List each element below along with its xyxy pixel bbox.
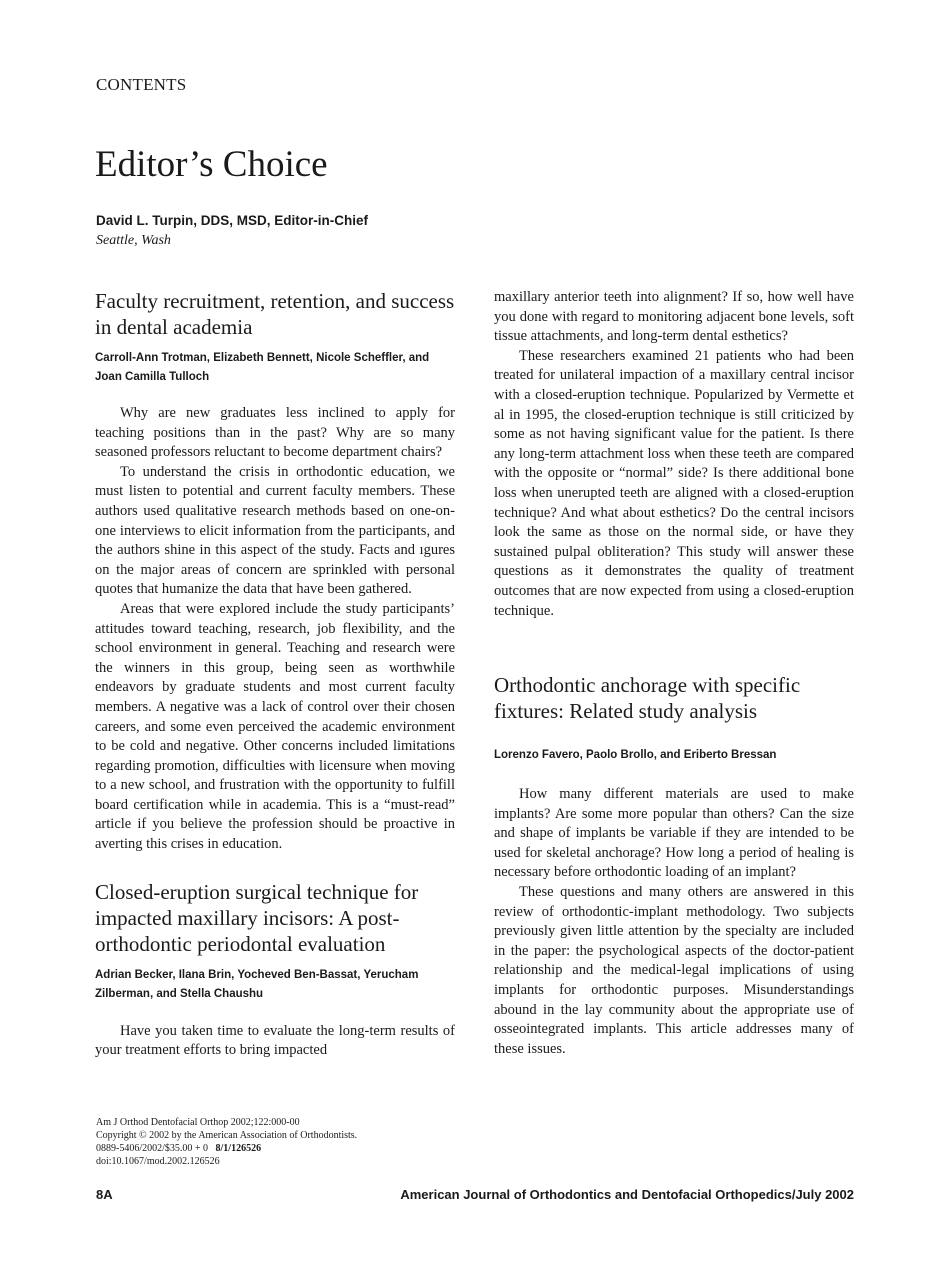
article-body (95, 1022, 455, 1061)
citation: Am J Orthod Dentofacial Orthop 2002;122:000-00 (96, 1117, 300, 1128)
article-authors: Carroll-Ann Trotman, Elizabeth Bennett, Nicole Scheffler, and Joan Camilla Tulloch (95, 352, 430, 383)
article-body-continued (494, 288, 854, 621)
paragraph: To understand the crisis in orthodontic education, we must listen to potential and current faculty members. These authors used qualitative research methods based on one-on-one interviews to elicit information from the participants, and the authors shine in this aspect of the study. Facts and ıgures on the major areas of concern are sprinkled with personal quotes that humanize the data that have been gathered. (95, 463, 455, 598)
copyright: Copyright © 2002 by the American Association of Orthodontists. (96, 1130, 358, 1141)
article-title: Orthodontic anchorage with specific fixtures: Related study analysis (494, 673, 801, 724)
article-title: Faculty recruitment, retention, and success in dental academia (95, 289, 455, 339)
paragraph: Areas that were explored include the study participants’ attitudes toward teaching, research, job flexibility, and the school environment in general. Teaching and research were the winners in this group, being seen as worthwhile endeavors by graduate students and most current faculty members. A negative was a lack of control over their chosen careers, and some even perceived the academic environment to be cold and negative. Other concerns included limitations regarding promotion, difficulties with licensure when moving to a new school, and frustration with the opportunity to fulfill board certification while in academia. This is a “must-read” article if you believe the profession should be proactive in averting this crises in education. (95, 600, 455, 853)
issn: 0889-5406/2002/$35.00 + 0 (96, 1143, 209, 1154)
paragraph: maxillary anterior teeth into alignment? If so, how well have you done with regard to monitoring adjacent bone levels, soft tissue attachments, and long-term dental esthetics? (494, 289, 854, 345)
article-body (494, 785, 854, 1059)
paragraph: Why are new graduates less inclined to apply for teaching positions than in the past? Why are so many seasoned professors reluctant to become department chairs? (95, 405, 455, 461)
editor-location: Seattle, Wash (96, 233, 171, 248)
paragraph: Have you taken time to evaluate the long-term results of your treatment efforts to bring impacted (95, 1022, 455, 1059)
paragraph: How many different materials are used to make implants? Are some more popular than others? Can the size and shape of implants be variable if they are intended to be used for skeletal anchorage? How long a period of healing is necessary before orthodontic loading of an implant? (494, 786, 854, 881)
journal-footer: American Journal of Orthodontics and Dentofacial Orthopedics/July 2002 (400, 1187, 854, 1202)
section-label: CONTENTS (96, 75, 187, 94)
article-authors: Adrian Becker, Ilana Brin, Yocheved Ben-Bassat, Yerucham Zilberman, and Stella Chaushu (95, 968, 419, 1000)
paragraph: These questions and many others are answered in this review of orthodontic-implant methodology. Two subjects previously given little attention by the specialty are included in the paper: the psychological aspects of the doctor-patient relationship and the medical-legal implications of using implants for orthodontic purposes. Misunderstandings abound in the lay community about the appropriate use of osseointegrated implants. This article addresses many of these issues. (494, 884, 854, 1057)
page-title: Editor’s Choice (95, 144, 328, 185)
doi: doi:10.1067/mod.2002.126526 (96, 1156, 220, 1167)
editor-byline: David L. Turpin, DDS, MSD, Editor-in-Chief (96, 213, 368, 228)
footnote (96, 1116, 357, 1168)
left-column (95, 288, 455, 1061)
page-number: 8A (96, 1187, 113, 1202)
article-code: 8/1/126526 (215, 1143, 262, 1154)
issn-line (96, 1142, 357, 1155)
paragraph: These researchers examined 21 patients who had been treated for unilateral impaction of a maxillary central incisor with a closed-eruption technique. Popularized by Vermette et al in 1995, the closed-eruption technique is still criticized by some as not having significant value for the patient. Is there any long-term attachment loss when these teeth are compared with the opposite or “normal” side? Is there additional bone loss when unerupted teeth are aligned with a closed-eruption technique? And what about esthetics? Do the central incisors look the same as those on the normal side, or have they sustained pulpal obliteration? This study will answer these questions as it demonstrates the quality of treatment outcomes that are now expected from using a closed-eruption technique. (494, 347, 854, 619)
right-column (494, 288, 854, 1059)
article-authors: Lorenzo Favero, Paolo Brollo, and Eriberto Bressan (494, 749, 777, 762)
article-body (95, 404, 455, 855)
article-title: Closed-eruption surgical technique for impacted maxillary incisors: A post-orthodontic periodontal evaluation (95, 879, 419, 956)
